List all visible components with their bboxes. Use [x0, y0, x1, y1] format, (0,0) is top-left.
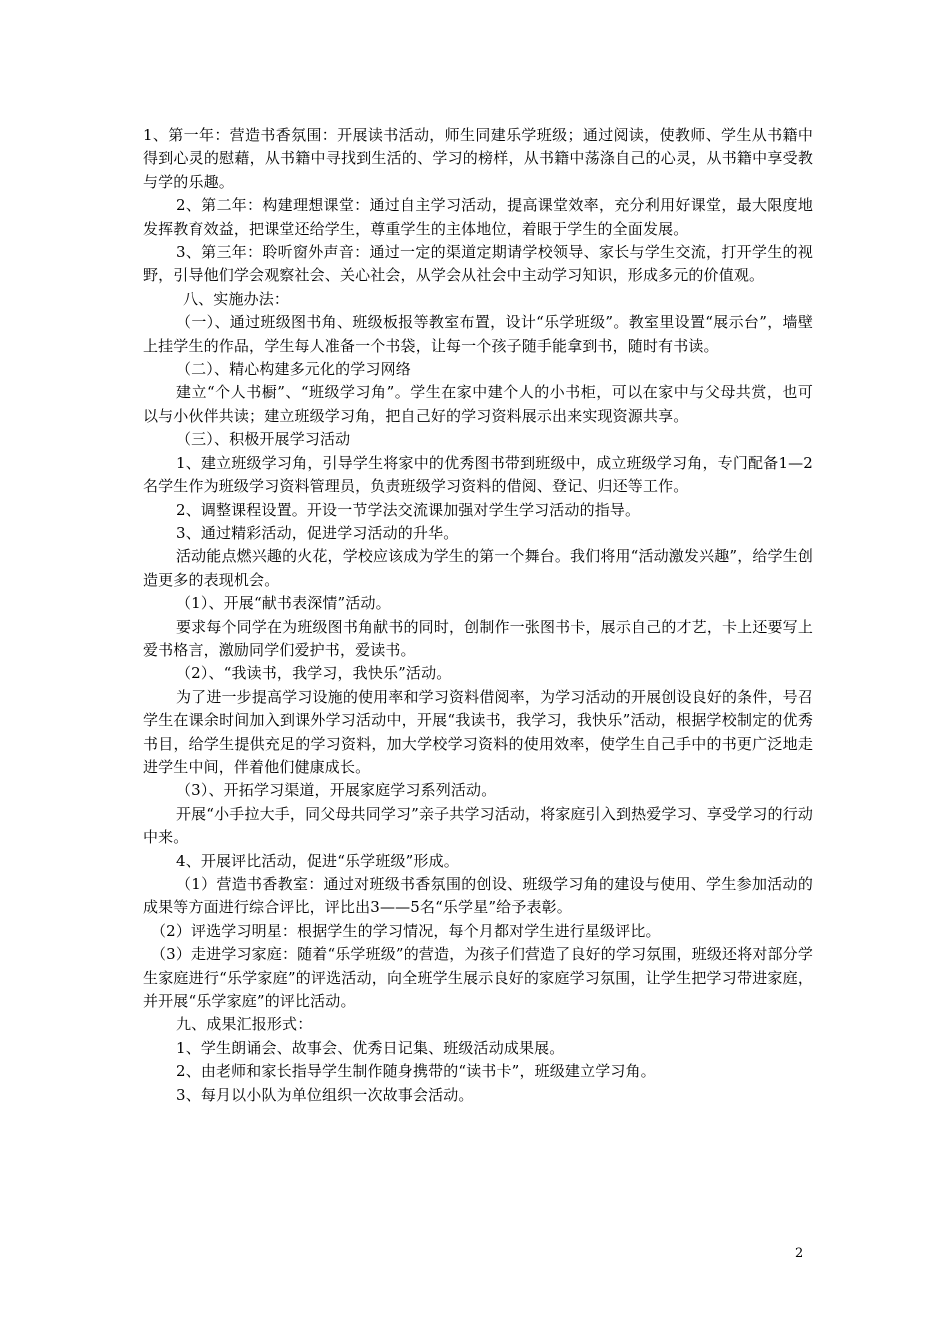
paragraph-activity-three: 3、通过精彩活动，促进学习活动的升华。	[176, 523, 459, 542]
paragraph-sub-three-heading: （3）、开拓学习渠道，开展家庭学习系列活动。	[176, 781, 497, 800]
paragraph-sub-three-body: 开展“小手拉大手，同父母共同学习”亲子共学习活动，将家庭引入到热爱学习、享受学习的行动中来。	[143, 804, 813, 847]
paragraph-activity-intro: 活动能点燃兴趣的火花，学校应该成为学生的第一个舞台。我们将用“活动激发兴趣”，给学生创造更多的表现机会。	[143, 547, 813, 589]
document-body	[143, 124, 813, 1107]
paragraph-evaluation-two: （2）评选学习明星：根据学生的学习情况，每个月都对学生进行星级评比。	[151, 921, 661, 940]
paragraph-activity-four: 4、开展评比活动，促进“乐学班级”形成。	[176, 851, 459, 870]
paragraph-sub-two-heading: （2）、“我读书，我学习，我快乐”活动。	[176, 664, 452, 683]
page-number: 2	[795, 1246, 804, 1261]
paragraph-item-two-heading: （二）、精心构建多元化的学习网络	[176, 360, 411, 379]
paragraph-item-two-body: 建立“个人书橱”、“班级学习角”。学生在家中建个人的小书柜，可以在家中与父母共赏，也可以与小伙伴共读；建立班级学习角，把自己好的学习资料展示出来实现资源共享。	[143, 383, 813, 425]
paragraph-evaluation-one: （1）营造书香教室：通过对班级书香氛围的创设、班级学习角的建设与使用、学生参加活动的成果等方面进行综合评比，评比出3——5名“乐学星”给予表彰。	[143, 875, 813, 917]
paragraph-sub-one-heading: （1）、开展“献书表深情”活动。	[176, 594, 391, 613]
section-heading-results: 九、成果汇报形式：	[176, 1015, 313, 1034]
paragraph-activity-two: 2、调整课程设置。开设一节学法交流课加强对学生学习活动的指导。	[176, 500, 641, 519]
paragraph-year-three: 3、第三年：聆听窗外声音：通过一定的渠道定期请学校领导、家长与学生交流，打开学生的视野，引导他们学会观察社会、关心社会，从学会从社会中主动学习知识，形成多元的价值观。	[143, 243, 813, 285]
paragraph-activity-one: 1、建立班级学习角，引导学生将家中的优秀图书带到班级中，成立班级学习角，专门配备1—2名学生作为班级学习资料管理员，负责班级学习资料的借阅、登记、归还等工作。	[143, 453, 813, 496]
section-heading-implementation: 八、实施办法：	[183, 289, 290, 308]
paragraph-sub-one-body: 要求每个同学在为班级图书角献书的同时，创制作一张图书卡，展示自己的才艺，卡上还要写上爱书格言，激励同学们爱护书，爱读书。	[143, 617, 813, 659]
paragraph-year-two: 2、第二年：构建理想课堂：通过自主学习活动，提高课堂效率，充分利用好课堂，最大限度地发挥教育效益，把课堂还给学生，尊重学生的主体地位，着眼于学生的全面发展。	[143, 196, 813, 238]
paragraph-item-one: （一）、通过班级图书角、班级板报等教室布置，设计“乐学班级”。教室里设置“展示台”，墙壁上挂学生的作品，学生每人准备一个书袋，让每一个孩子随手能拿到书，随时有书读。	[143, 313, 813, 355]
paragraph-result-three: 3、每月以小队为单位组织一次故事会活动。	[176, 1085, 474, 1104]
paragraph-result-two: 2、由老师和家长指导学生制作随身携带的“读书卡”，班级建立学习角。	[176, 1062, 656, 1081]
paragraph-evaluation-three: （3）走进学习家庭：随着“乐学班级”的营造，为孩子们营造了良好的学习氛围，班级还将对部分学生家庭进行“乐学家庭”的评选活动，向全班学生展示良好的家庭学习氛围，让学生把学习带进家庭，并开展“乐学家庭”的评比活动。	[143, 945, 813, 1011]
paragraph-result-one: 1、学生朗诵会、故事会、优秀日记集、班级活动成果展。	[176, 1038, 565, 1057]
paragraph-year-one: 1、第一年：营造书香氛围：开展读书活动，师生同建乐学班级；通过阅读，使教师、学生从书籍中得到心灵的慰藉，从书籍中寻找到生活的、学习的榜样，从书籍中荡涤自己的心灵，从书籍中享受教与学的乐趣。	[143, 126, 813, 191]
paragraph-sub-two-body: 为了进一步提高学习设施的使用率和学习资料借阅率，为学习活动的开展创设良好的条件，号召学生在课余时间加入到课外学习活动中，开展“我读书，我学习，我快乐”活动，根据学校制定的优秀书目，给学生提供充足的学习资料，加大学校学习资料的使用效率，使学生自己手中的书更广泛地走进学生中间，伴着他们健康成长。	[143, 687, 813, 776]
paragraph-item-three-heading: （三）、积极开展学习活动	[176, 430, 351, 449]
